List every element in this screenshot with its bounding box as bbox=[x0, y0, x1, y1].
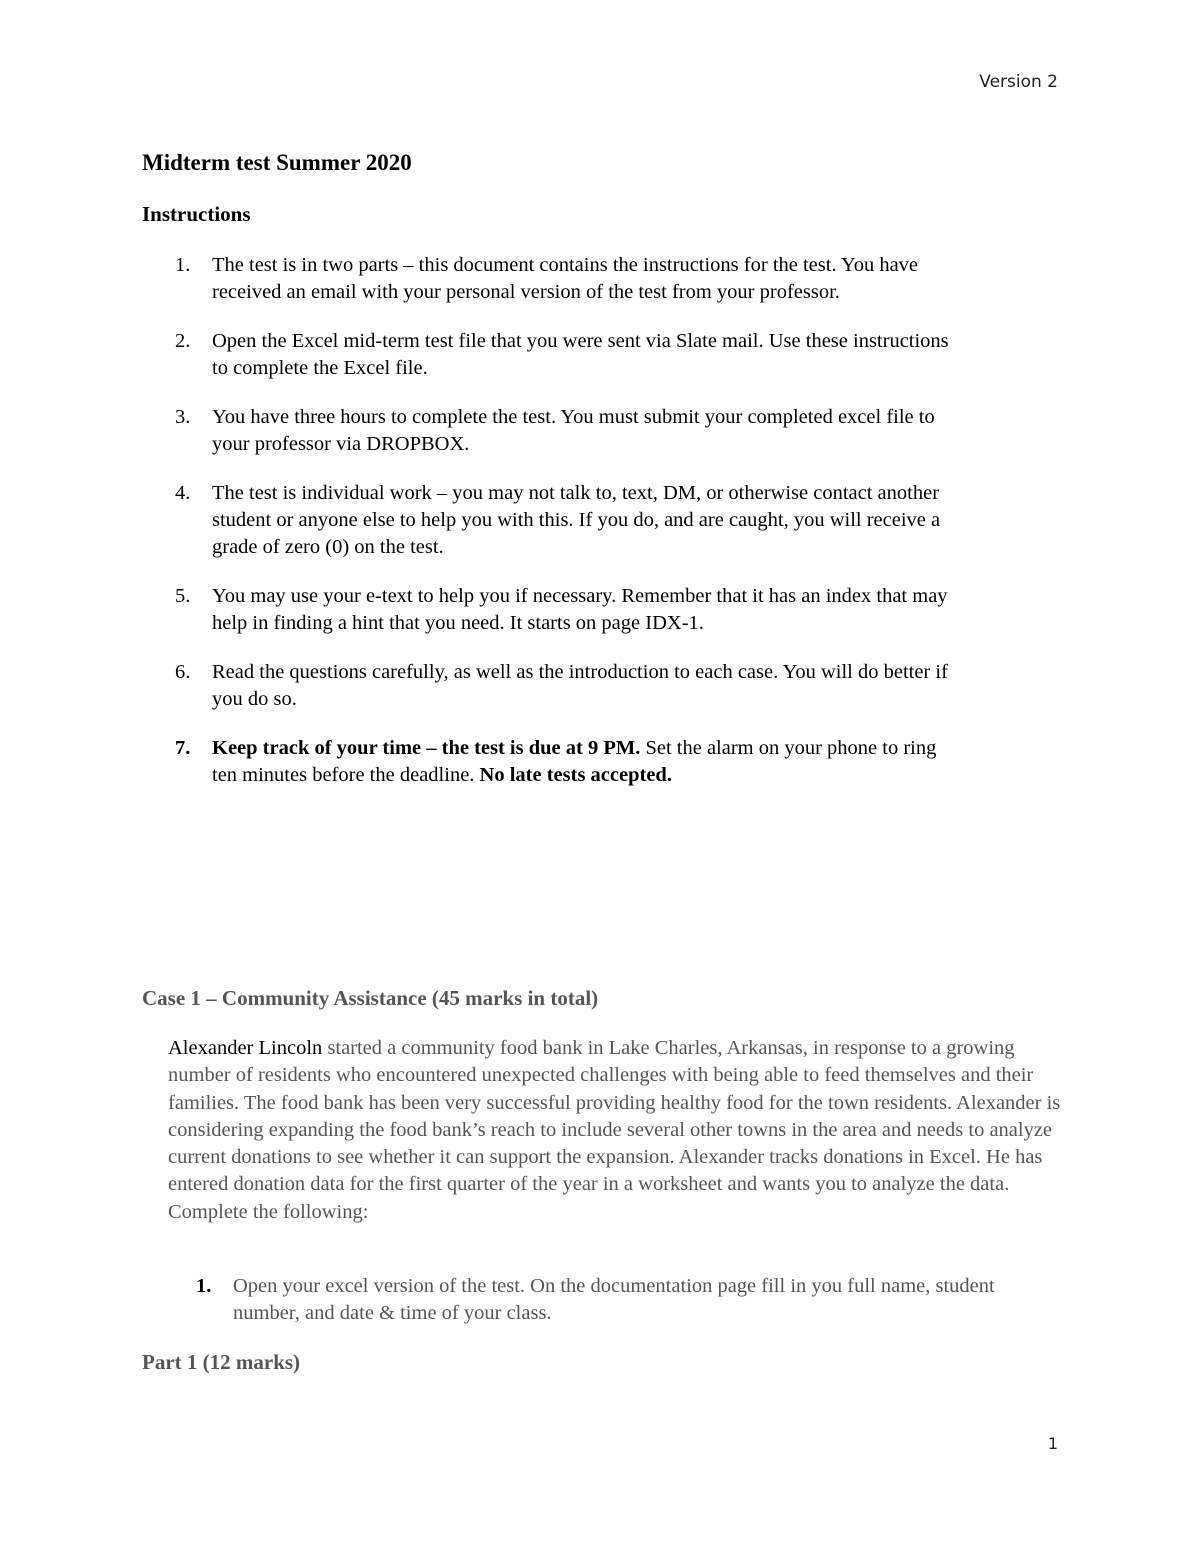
document-title: Midterm test Summer 2020 bbox=[142, 150, 412, 175]
part-title: Part 1 (12 marks) bbox=[142, 1350, 301, 1374]
item-number: 3. bbox=[175, 406, 191, 428]
instruction-item bbox=[142, 735, 962, 789]
instruction-item bbox=[142, 328, 962, 382]
item-number: 7. bbox=[175, 737, 191, 759]
instruction-item bbox=[142, 583, 962, 637]
deadline-warning: Keep track of your time – the test is due at 9 PM. bbox=[212, 737, 641, 759]
item-text: Set the alarm on your phone to ring ten minutes before the deadline. bbox=[212, 737, 937, 786]
instruction-item bbox=[142, 404, 962, 458]
person-name: Alexander Lincoln bbox=[168, 1037, 323, 1059]
item-number: 6. bbox=[175, 661, 191, 683]
item-number: 1. bbox=[175, 254, 191, 276]
item-number: 5. bbox=[175, 585, 191, 607]
instructions-heading: Instructions bbox=[142, 202, 251, 226]
page-number: 1 bbox=[1047, 1434, 1058, 1453]
step-number: 1. bbox=[196, 1275, 212, 1297]
case-step bbox=[196, 1273, 1056, 1327]
version-label: Version 2 bbox=[979, 72, 1058, 92]
item-text: Read the questions carefully, as well as the introduction to each case. You will do better if you do so. bbox=[212, 661, 948, 710]
item-text: Open the Excel mid-term test file that you were sent via Slate mail. Use these instructions to complete the Excel file. bbox=[212, 330, 949, 379]
step-text: Open your excel version of the test. On the documentation page fill in you full name, student number, and date & time of your class. bbox=[233, 1275, 995, 1324]
instruction-item bbox=[142, 480, 962, 561]
item-text: You have three hours to complete the test. You must submit your completed excel file to your professor via DROPBOX. bbox=[212, 406, 935, 455]
late-policy: No late tests accepted. bbox=[479, 764, 672, 786]
instructions-list bbox=[142, 252, 962, 811]
item-number: 4. bbox=[175, 482, 191, 504]
case-description bbox=[168, 1035, 1068, 1226]
item-text: You may use your e-text to help you if necessary. Remember that it has an index that may help in finding a hint that you need. It starts on page IDX-1. bbox=[212, 585, 948, 634]
item-text: The test is individual work – you may not talk to, text, DM, or otherwise contact another student or anyone else to help you with this. If you do, and are caught, you will receive a grade of zero (0) on the test. bbox=[212, 482, 941, 558]
item-text: The test is in two parts – this document contains the instructions for the test. You have received an email with your personal version of the test from your professor. bbox=[212, 254, 919, 303]
item-number: 2. bbox=[175, 330, 191, 352]
case-body-text: started a community food bank in Lake Charles, Arkansas, in response to a growing number of residents who encountered unexpected challenges with being able to feed themselves and their families. The food bank has been very successful providing healthy food for the town residents. Alexander is considering expanding the food bank’s reach to include several other towns in the area and needs to analyze current donations to see whether it can support the expansion. Alexander tracks donations in Excel. He has entered donation data for the first quarter of the year in a worksheet and wants you to analyze the data. Complete the following: bbox=[168, 1037, 1061, 1223]
instruction-item bbox=[142, 252, 962, 306]
case-title: Case 1 – Community Assistance (45 marks in total) bbox=[142, 986, 599, 1010]
instruction-item bbox=[142, 659, 962, 713]
